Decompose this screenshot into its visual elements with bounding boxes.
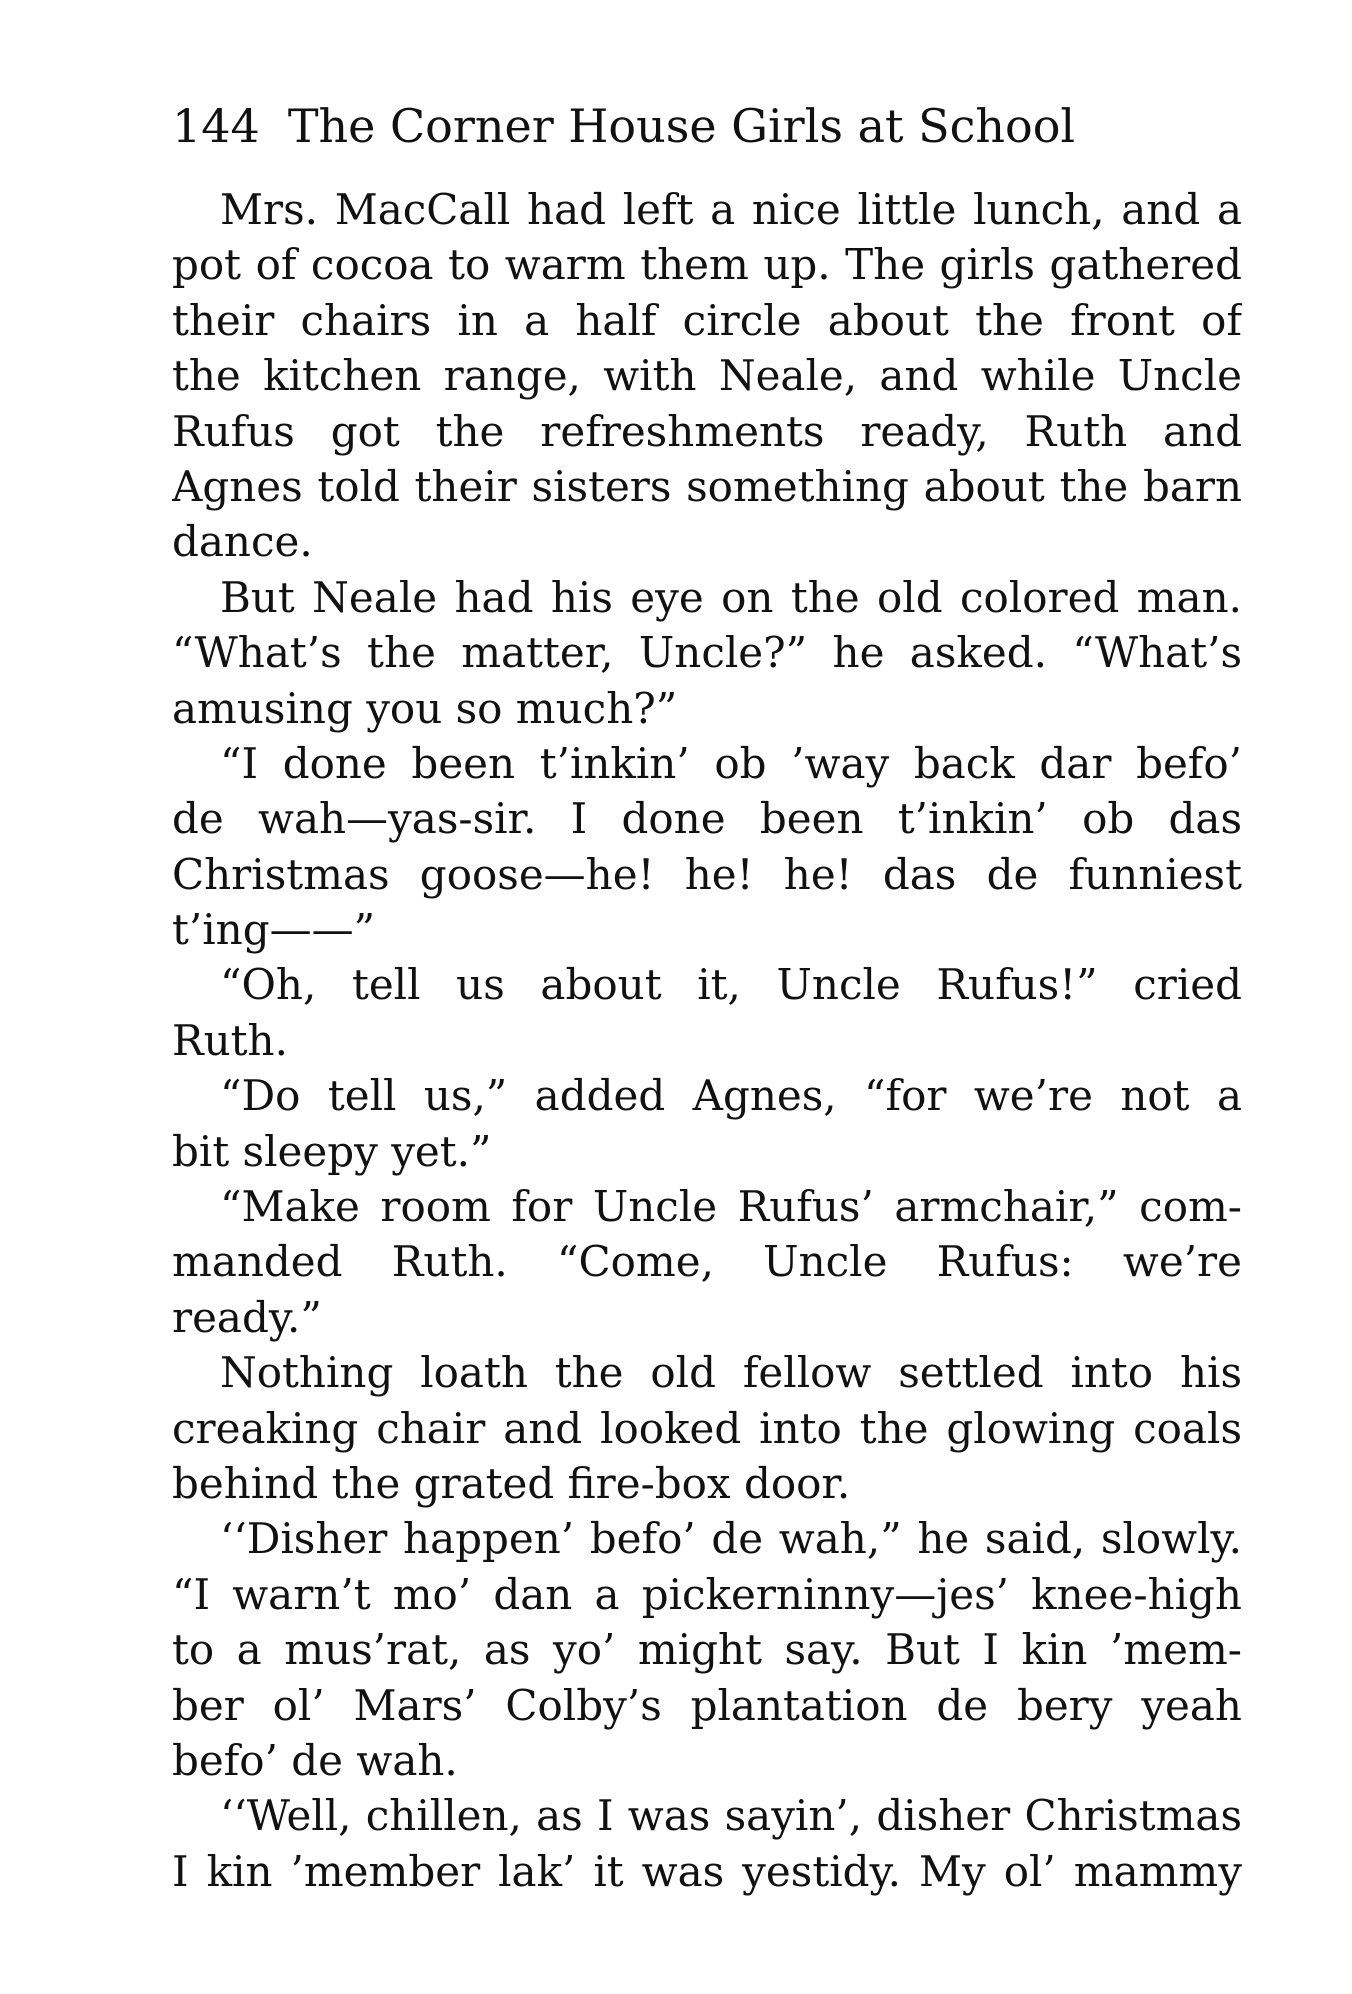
text-line: “What’s the matter, Uncle?” he asked. “What’s — [172, 628, 1242, 678]
page-header — [172, 96, 1172, 156]
body-text — [172, 182, 1242, 1899]
text-line: behind the grated fire-box door. — [172, 1458, 851, 1508]
text-line: ‘‘Well, chillen, as I was sayin’, disher Christmas — [220, 1791, 1242, 1841]
text-line: “Do tell us,” added Agnes, “for we’re not a — [220, 1071, 1242, 1121]
text-line: Agnes told their sisters something about the barn — [172, 461, 1242, 511]
text-line: amusing you so much?” — [172, 683, 678, 733]
text-line: de wah—yas-sir. I done been t’inkin’ ob das — [172, 794, 1242, 844]
text-line: their chairs in a half circle about the front of — [172, 295, 1242, 345]
text-line: the kitchen range, with Neale, and while Uncle — [172, 351, 1242, 401]
text-line: Christmas goose—he! he! he! das de funniest — [172, 849, 1242, 899]
text-line: I kin ’member lak’ it was yestidy. My ol’ mammy — [172, 1846, 1242, 1896]
text-line: Nothing loath the old fellow settled into his — [220, 1348, 1242, 1398]
text-line: to a mus’rat, as yo’ might say. But I kin ’mem- — [172, 1625, 1242, 1675]
text-line: ber ol’ Mars’ Colby’s plantation de bery yeah — [172, 1680, 1242, 1730]
text-line: “Oh, tell us about it, Uncle Rufus!” cried — [220, 960, 1242, 1010]
text-line: t’ing——” — [172, 905, 376, 955]
text-line: ‘‘Disher happen’ befo’ de wah,” he said, slowly. — [220, 1514, 1242, 1564]
text-line: But Neale had his eye on the old colored man. — [220, 572, 1242, 622]
text-line: Rufus got the refreshments ready, Ruth and — [172, 406, 1242, 456]
page-number: 144 — [172, 99, 260, 153]
text-line: “I warn’t mo’ dan a pickerninny—jes’ knee-high — [172, 1569, 1242, 1619]
text-line: befo’ de wah. — [172, 1735, 458, 1785]
text-line: creaking chair and looked into the glowing coals — [172, 1403, 1242, 1453]
text-line: manded Ruth. “Come, Uncle Rufus: we’re — [172, 1237, 1242, 1287]
text-line: dance. — [172, 517, 313, 567]
text-line: Mrs. MacCall had left a nice little lunch, and a — [220, 185, 1242, 234]
text-line: ready.” — [172, 1292, 322, 1342]
text-line: “I done been t’inkin’ ob ’way back dar befo’ — [220, 738, 1242, 788]
text-line: pot of cocoa to warm them up. The girls gathered — [172, 240, 1242, 290]
text-line: “Make room for Uncle Rufus’ armchair,” com- — [220, 1182, 1242, 1232]
text-line: bit sleepy yet.” — [172, 1126, 492, 1176]
text-line: Ruth. — [172, 1015, 288, 1065]
running-title: The Corner House Girls at School — [287, 99, 1076, 153]
